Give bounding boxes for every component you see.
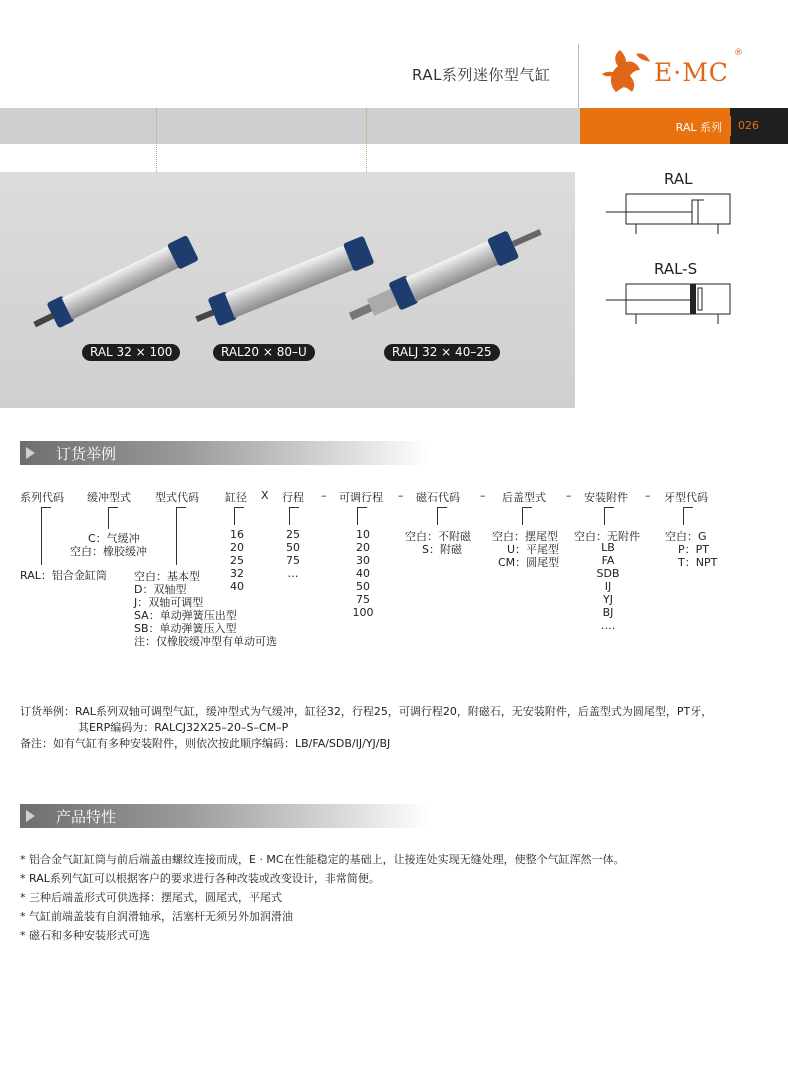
mounting-option: 空白：无附件 [574, 530, 640, 543]
series-label: RAL 系列 [675, 121, 722, 134]
connector-line [522, 507, 523, 525]
rear-cover-option: CM：圆尾型 [498, 556, 560, 569]
bore-value: 16 [230, 528, 244, 541]
tab-separator [730, 116, 731, 136]
stroke-value: 75 [286, 554, 300, 567]
connector-line [289, 507, 299, 508]
photo-caption: RALJ 32 × 40–25 [384, 344, 500, 361]
thread-option: T：NPT [678, 556, 718, 569]
photo-caption: RAL 32 × 100 [82, 344, 180, 361]
header-dash: – [480, 489, 486, 502]
header-mounting: 安装附件 [584, 491, 628, 504]
header-dash: – [321, 489, 327, 502]
adj-stroke-value: 40 [356, 567, 370, 580]
adj-stroke-value: 75 [356, 593, 370, 606]
feature-item: * 铝合金气缸缸筒与前后端盖由螺纹连接而成，E · MC在性能稳定的基础上，让接连处实现无缝处理，使整个气缸浑然一体。 [20, 853, 625, 866]
logo-text: E·MC [654, 58, 729, 87]
header-bore: 缸径 [225, 491, 247, 504]
bore-value: 40 [230, 580, 244, 593]
header-type-code: 型式代码 [155, 491, 199, 504]
connector-line [234, 507, 235, 525]
ordering-example: 订货举例：RAL系列双轴可调型气缸，缓冲型式为气缓冲，缸径32，行程25，可调行程20，附磁石，无安装附件，后盖型式为圆尾型，PT牙， [20, 705, 713, 718]
magnet-option: 空白：不附磁 [405, 530, 471, 543]
stroke-value: … [287, 567, 299, 580]
connector-line [357, 507, 367, 508]
mounting-option: FA [601, 554, 615, 567]
header-rear-cover: 后盖型式 [502, 491, 546, 504]
mounting-option: …. [600, 619, 616, 632]
connector-line [683, 507, 684, 525]
magnet-option: S：附磁 [422, 543, 462, 556]
bore-value: 25 [230, 554, 244, 567]
stroke-value: 25 [286, 528, 300, 541]
arrow-icon [26, 447, 35, 459]
connector-line [437, 507, 438, 525]
connector-line [41, 507, 51, 508]
mounting-option: BJ [602, 606, 614, 619]
logo-registered-mark: ® [734, 48, 743, 58]
header-thread: 牙型代码 [664, 491, 708, 504]
section-header-features [20, 804, 430, 828]
type-option: SB：单动弹簧压入型 [134, 622, 237, 635]
feature-item: * 磁石和多种安装形式可选 [20, 929, 150, 942]
connector-line [604, 507, 614, 508]
header-series-code: 系列代码 [20, 491, 64, 504]
cushion-option: C：气缓冲 [88, 532, 140, 545]
connector-line [437, 507, 447, 508]
adj-stroke-value: 10 [356, 528, 370, 541]
rear-cover-option: U：平尾型 [507, 543, 560, 556]
section-header-ordering [20, 441, 430, 465]
type-option: J：双轴可调型 [134, 596, 204, 609]
connector-line [41, 507, 42, 565]
bore-value: 32 [230, 567, 244, 580]
series-option: RAL：铝合金缸筒 [20, 569, 107, 582]
page-number: 026 [738, 119, 759, 132]
connector-line [289, 507, 290, 525]
section-title: 订货举例 [56, 445, 117, 463]
rear-cover-option: 空白：摆尾型 [492, 530, 558, 543]
header-dash: – [566, 489, 572, 502]
ral-s-symbol-diagram [606, 280, 736, 330]
adj-stroke-value: 100 [352, 606, 374, 619]
feature-item: * RAL系列气缸可以根据客户的要求进行各种改装或改变设计，非常简便。 [20, 872, 380, 885]
connector-line [522, 507, 532, 508]
stroke-value: 50 [286, 541, 300, 554]
header-x: X [261, 489, 269, 502]
connector-line [108, 507, 109, 529]
header-cushion: 缓冲型式 [87, 491, 131, 504]
thread-option: 空白：G [665, 530, 707, 543]
photo-caption: RAL20 × 80–U [213, 344, 315, 361]
type-option: 空白：基本型 [134, 570, 200, 583]
cylinder-illustration [0, 172, 575, 408]
arrow-icon [26, 810, 35, 822]
product-photo [0, 172, 575, 408]
remark: 备注：如有气缸有多种安装附件，则依次按此顺序编码：LB/FA/SDB/IJ/YJ/BJ [20, 737, 391, 750]
header-adj-stroke: 可调行程 [339, 491, 383, 504]
connector-line [176, 507, 177, 565]
header-divider [578, 44, 579, 108]
cushion-option: 空白：橡胶缓冲 [70, 545, 147, 558]
bore-value: 20 [230, 541, 244, 554]
thread-option: P：PT [678, 543, 709, 556]
connector-line [176, 507, 186, 508]
type-note: 注：仅橡胶缓冲型有单动可选 [134, 635, 277, 648]
mounting-option: LB [601, 541, 615, 554]
adj-stroke-value: 50 [356, 580, 370, 593]
header-magnet: 磁石代码 [416, 491, 460, 504]
connector-line [683, 507, 693, 508]
diagram-label-ral-s: RAL-S [654, 260, 698, 278]
connector-line [234, 507, 244, 508]
logo-mascot-icon [596, 40, 654, 98]
header-dash: – [398, 489, 404, 502]
connector-line [604, 507, 605, 525]
ral-symbol-diagram [606, 190, 736, 240]
mounting-option: IJ [604, 580, 612, 593]
connector-line [108, 507, 118, 508]
section-title: 产品特性 [56, 808, 117, 826]
header-stroke: 行程 [282, 491, 304, 504]
page-title: RAL系列迷你型气缸 [412, 66, 551, 84]
feature-item: * 三种后端盖形式可供选择：摆尾式，圆尾式，平尾式 [20, 891, 282, 904]
adj-stroke-value: 20 [356, 541, 370, 554]
mounting-option: YJ [603, 593, 613, 606]
header-dash: – [645, 489, 651, 502]
type-option: SA：单动弹簧压出型 [134, 609, 237, 622]
connector-line [357, 507, 358, 525]
feature-item: * 气缸前端盖装有自润滑轴承，活塞杆无须另外加润滑油 [20, 910, 293, 923]
adj-stroke-value: 30 [356, 554, 370, 567]
diagram-label-ral: RAL [664, 170, 693, 188]
type-option: D：双轴型 [134, 583, 187, 596]
erp-code: 其ERP编码为：RALCJ32X25–20–S–CM–P [78, 721, 289, 734]
mounting-option: SDB [596, 567, 620, 580]
